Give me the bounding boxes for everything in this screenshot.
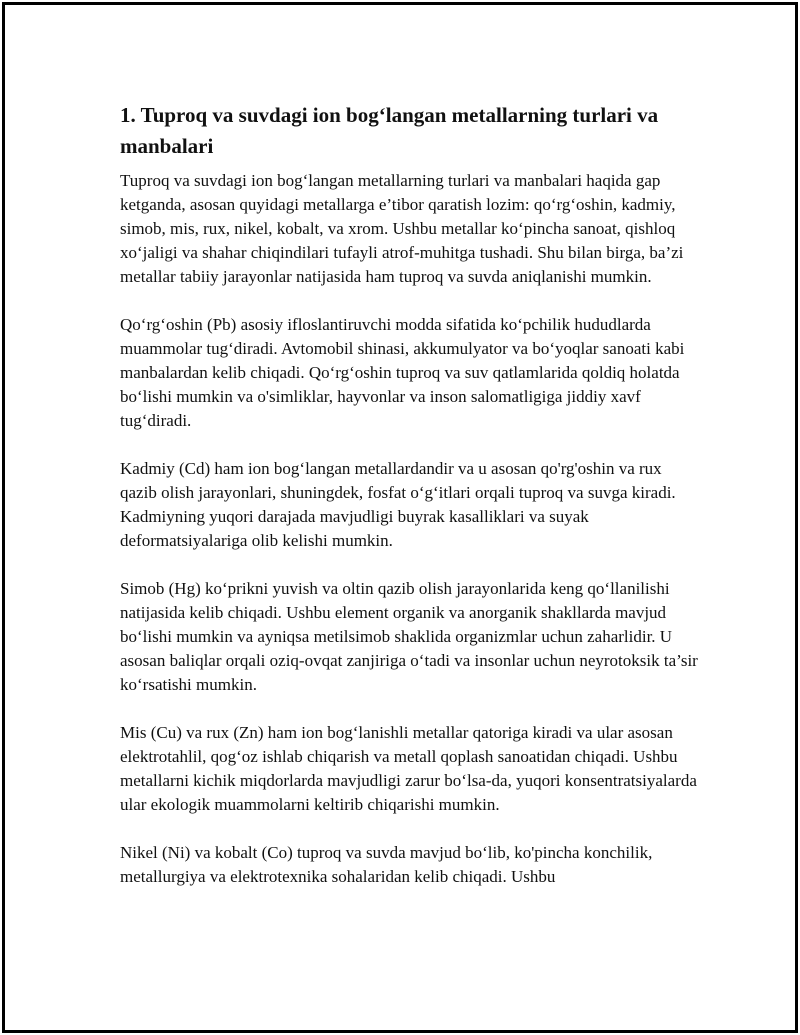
paragraph-copper-zinc: Mis (Cu) va rux (Zn) ham ion bog‘lanishli metallar qatoriga kiradi va ular asosan elektrotahlil, qog‘oz ishlab chiqarish va metall qoplash sanoatidan chiqadi. Ushbu metallarni kichik miqdorlarda mavjudligi zarur bo‘lsa-da, yuqori konsentratsiyalarda ular ekologik muammolarni keltirib chiqarishi mumkin. (120, 723, 697, 814)
paragraph-nickel-cobalt: Nikel (Ni) va kobalt (Co) tuproq va suvda mavjud bo‘lib, ko'pincha konchilik, metallurgiya va elektrotexnika sohalaridan kelib chiqadi. Ushbu (120, 843, 653, 886)
paragraph-lead: Qo‘rg‘oshin (Pb) asosiy ifloslantiruvchi modda sifatida ko‘pchilik hududlarda muammolar tug‘diradi. Avtomobil shinasi, akkumulyator va bo‘yoqlar sanoati kabi manbalardan kelib chiqadi. Qo‘rg‘oshin tuproq va suv qatlamlarida qoldiq holatda bo‘lishi mumkin va o'simliklar, hayvonlar va inson salomatligiga jiddiy xavf tug‘diradi. (120, 315, 685, 430)
document-body (120, 100, 700, 913)
paragraph-intro: Tuproq va suvdagi ion bog‘langan metallarning turlari va manbalari haqida gap ketganda, asosan quyidagi metallarga e’tibor qaratish lozim: qo‘rg‘oshin, kadmiy, simob, mis, rux, nikel, kobalt, va xrom. Ushbu metallar ko‘pincha sanoat, qishloq xo‘jaligi va shahar chiqindilari tufayli atrof-muhitga tushadi. Shu bilan birga, ba’zi metallar tabiiy jarayonlar natijasida ham tuproq va suvda aniqlanishi mumkin. (120, 171, 684, 286)
paragraph-mercury: Simob (Hg) ko‘prikni yuvish va oltin qazib olish jarayonlarida keng qo‘llanilishi natijasida kelib chiqadi. Ushbu element organik va anorganik shakllarda mavjud bo‘lishi mumkin va ayniqsa metilsimob shaklida organizmlar uchun zaharlidir. U asosan baliqlar orqali oziq-ovqat zanjiriga o‘tadi va insonlar uchun neyrotoksik ta’sir ko‘rsatishi mumkin. (120, 579, 698, 694)
section-heading: 1. Tuproq va suvdagi ion bog‘langan metallarning turlari va manbalari (120, 103, 659, 158)
document-page (2, 2, 798, 1033)
paragraph-cadmium: Kadmiy (Cd) ham ion bog‘langan metallardandir va u asosan qo'rg'oshin va rux qazib olish jarayonlari, shuningdek, fosfat o‘g‘itlari orqali tuproq va suvga kiradi. Kadmiyning yuqori darajada mavjudligi buyrak kasalliklari va suyak deformatsiyalariga olib kelishi mumkin. (120, 459, 676, 550)
